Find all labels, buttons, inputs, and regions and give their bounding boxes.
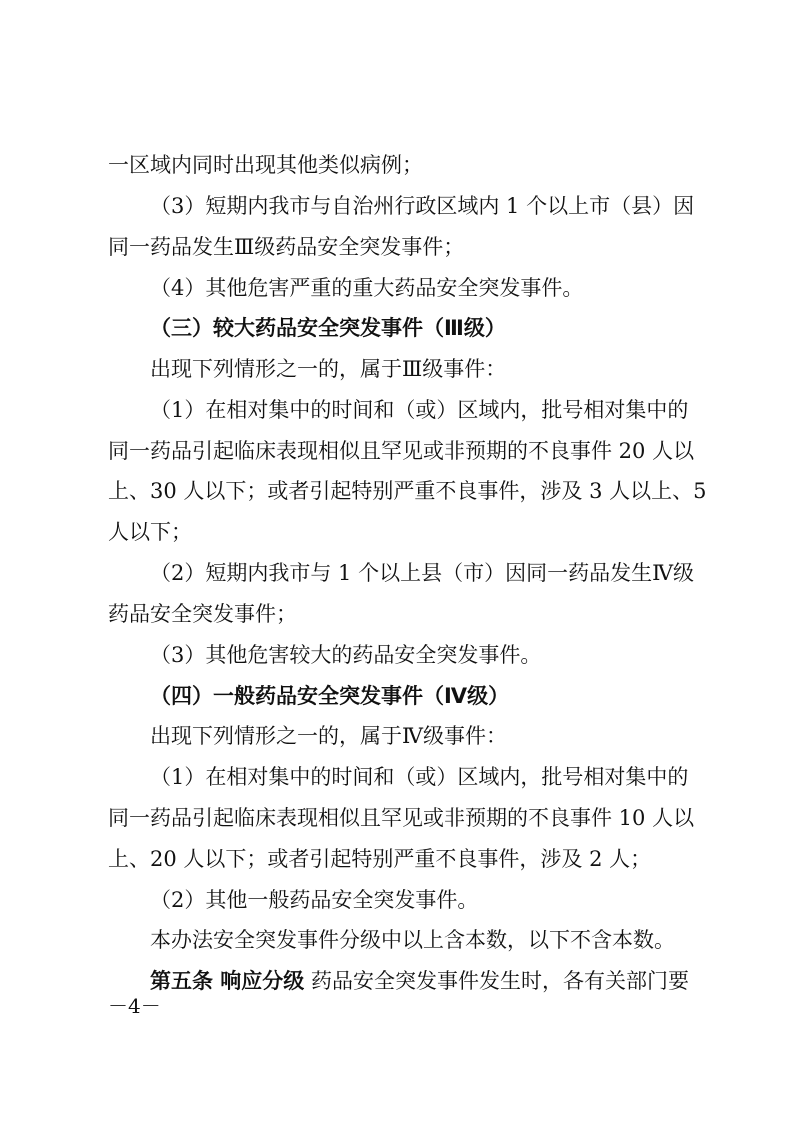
- text-line-17: 同一药品引起临床表现相似且罕见或非预期的不良事件 10 人以: [108, 806, 695, 830]
- text-line-19: （2）其他一般药品安全突发事件。: [150, 888, 479, 912]
- text-line-1: 一区域内同时出现其他类似病例；: [108, 153, 423, 177]
- text-line-3: 同一药品发生Ⅲ级药品安全突发事件；: [108, 235, 465, 259]
- text-line-6: 出现下列情形之一的，属于Ⅲ级事件：: [150, 357, 507, 381]
- section-heading-4: （四）一般药品安全突发事件（Ⅳ级）: [150, 684, 510, 708]
- text-line-11: （2）短期内我市与 1 个以上县（市）因同一药品发生Ⅳ级: [150, 561, 695, 585]
- text-line-7: （1）在相对集中的时间和（或）区域内，批号相对集中的: [150, 398, 689, 422]
- text-line-4: （4）其他危害严重的重大药品安全突发事件。: [150, 276, 584, 300]
- text-line-8: 同一药品引起临床表现相似且罕见或非预期的不良事件 20 人以: [108, 439, 695, 463]
- text-line-2: （3）短期内我市与自治州行政区域内 1 个以上市（县）因: [150, 194, 695, 218]
- text-line-10: 人以下；: [108, 520, 192, 544]
- text-line-12: 药品安全突发事件；: [108, 602, 297, 626]
- text-line-15: 出现下列情形之一的，属于Ⅳ级事件：: [150, 724, 507, 748]
- section-heading-3: （三）较大药品安全突发事件（Ⅲ级）: [150, 316, 506, 340]
- text-line-18: 上、20 人以下；或者引起特别严重不良事件，涉及 2 人；: [108, 847, 652, 871]
- article-title: 第五条 响应分级: [150, 969, 305, 993]
- page-number: －4－: [108, 994, 161, 1018]
- text-line-9: 上、30 人以下；或者引起特别严重不良事件，涉及 3 人以上、5: [108, 479, 707, 503]
- text-line-13: （3）其他危害较大的药品安全突发事件。: [150, 643, 542, 667]
- text-line-16: （1）在相对集中的时间和（或）区域内，批号相对集中的: [150, 765, 689, 789]
- article-line: [150, 971, 689, 992]
- text-line-20: 本办法安全突发事件分级中以上含本数，以下不含本数。: [150, 928, 675, 952]
- article-body: 药品安全突发事件发生时，各有关部门要: [311, 969, 689, 993]
